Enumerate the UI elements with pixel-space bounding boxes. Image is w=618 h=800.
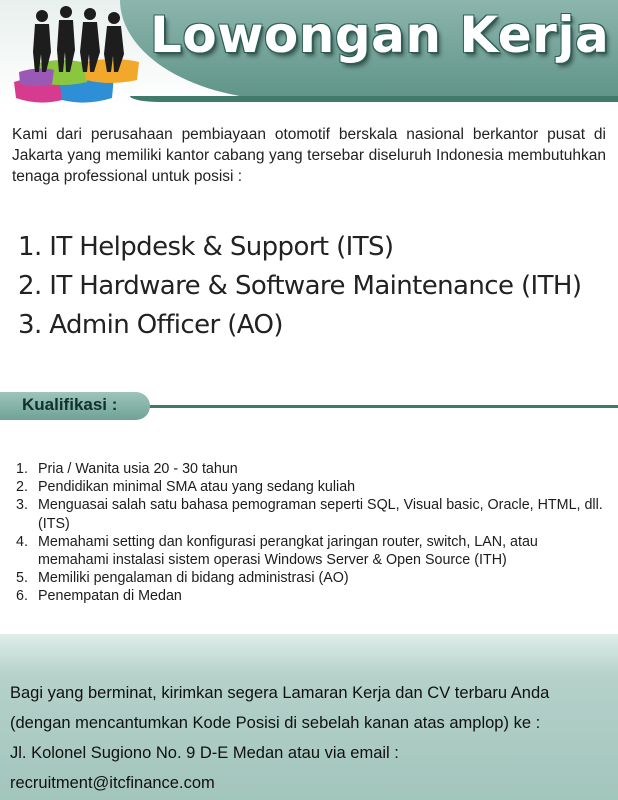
item-number: 3. — [16, 497, 28, 514]
list-item — [16, 460, 606, 478]
list-item — [16, 533, 606, 569]
page-title: Lowongan Kerja — [150, 6, 610, 64]
footer-line: (dengan mencantumkan Kode Posisi di sebelah kanan atas amplop) ke : — [10, 714, 541, 732]
list-item — [16, 478, 606, 496]
item-number: 5. — [16, 570, 28, 587]
intro-paragraph: Kami dari perusahaan pembiayaan otomotif berskala nasional berkantor pusat di Jakarta yang memiliki kantor cabang yang tersebar diseluruh Indonesia membutuhkan tenaga professional untuk posisi : — [12, 126, 606, 185]
item-number: 6. — [16, 588, 28, 605]
position-item: 1. IT Helpdesk & Support (ITS) — [18, 232, 394, 262]
position-item: 3. Admin Officer (AO) — [18, 310, 283, 340]
address-line: Jl. Kolonel Sugiono No. 9 D-E Medan atau via email : — [10, 744, 399, 762]
section-heading: Kualifikasi : — [22, 395, 118, 414]
team-puzzle-logo — [4, 2, 154, 108]
header-divider — [130, 96, 618, 102]
position-item: 2. IT Hardware & Software Maintenance (ITH) — [18, 271, 582, 301]
item-text: Pria / Wanita usia 20 - 30 tahun — [38, 461, 238, 477]
email-link[interactable]: recruitment@itcfinance.com — [10, 774, 215, 792]
item-text: Memahami setting dan konfigurasi perangkat jaringan router, switch, LAN, atau memahami instalasi sistem operasi Windows Server & Open Source (ITH) — [38, 533, 538, 569]
footer-line: Bagi yang berminat, kirimkan segera Lamaran Kerja dan CV terbaru Anda — [10, 684, 550, 702]
item-number: 2. — [16, 479, 28, 496]
item-text: Menguasai salah satu bahasa pemograman seperti SQL, Visual basic, Oracle, HTML, dll. (ITS) — [38, 497, 603, 532]
item-text: Penempatan di Medan — [38, 588, 182, 605]
position-list — [18, 228, 581, 345]
item-number: 1. — [16, 461, 28, 477]
list-item — [16, 569, 606, 587]
item-text: Pendidikan minimal SMA atau yang sedang kuliah — [38, 479, 356, 496]
list-item — [16, 587, 606, 605]
item-text: Memiliki pengalaman di bidang administrasi (AO) — [38, 570, 349, 587]
qualification-list — [16, 460, 606, 606]
item-number: 4. — [16, 533, 28, 550]
list-item — [16, 496, 606, 532]
section-divider — [140, 405, 618, 408]
puzzle-pieces-icon — [14, 59, 139, 103]
footer-text — [10, 678, 610, 798]
